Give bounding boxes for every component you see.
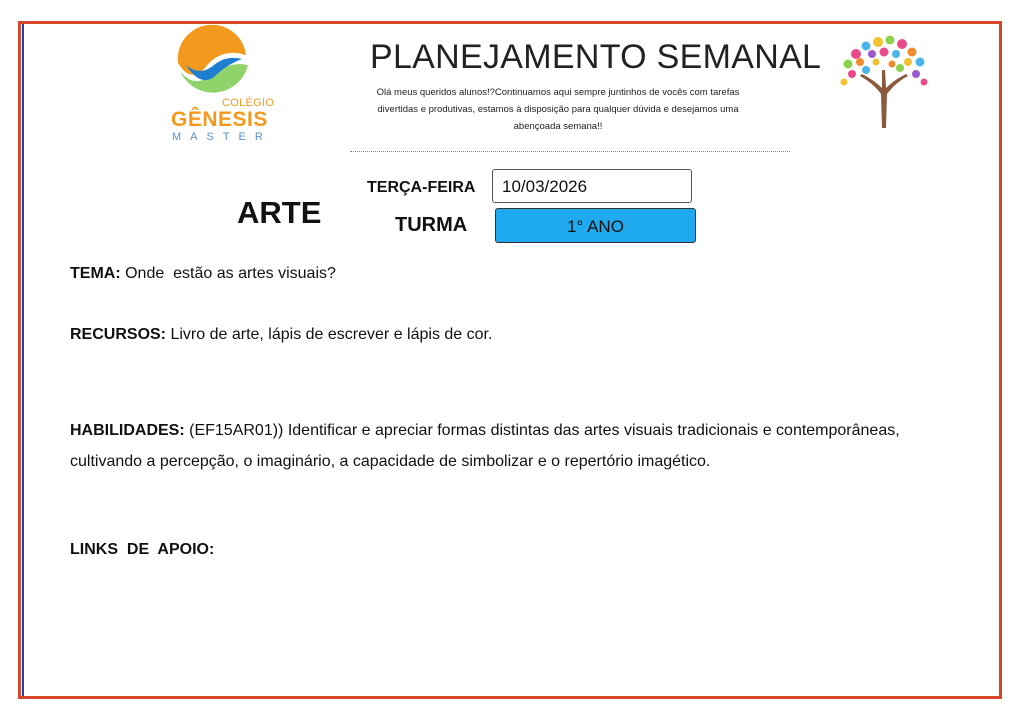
- day-label: TERÇA-FEIRA: [367, 179, 476, 196]
- logo-text-master: MASTER: [172, 131, 272, 143]
- colorful-tree-icon: [836, 32, 932, 132]
- recursos-label: RECURSOS:: [70, 326, 167, 343]
- subject-title: ARTE: [237, 195, 322, 230]
- links-row: [70, 541, 214, 559]
- left-margin-line: [22, 24, 24, 696]
- tema-value: Onde estão as artes visuais?: [125, 265, 336, 282]
- links-label: LINKS DE APOIO:: [70, 541, 215, 558]
- logo-text-colegio: COLÉGIO: [222, 97, 275, 109]
- page-title: PLANEJAMENTO SEMANAL: [370, 38, 822, 76]
- recursos-value: Livro de arte, lápis de escrever e lápis de cor.: [170, 326, 493, 343]
- dotted-divider: [350, 151, 790, 152]
- date-field: 10/03/2026: [492, 169, 692, 203]
- greeting-text: Olá meus queridos alunos!?Continuamos aqui sempre juntinhos de vocês com tarefas divertidas e produtivas, estamos à disposição para qualquer dúvida e desejamos uma abençoada semana!!: [376, 87, 740, 132]
- turma-label: TURMA: [395, 214, 468, 236]
- tema-row: [70, 265, 336, 283]
- habilidades-block: [70, 415, 950, 477]
- class-badge: 1° ANO: [495, 208, 696, 243]
- logo-text-genesis: GÊNESIS: [171, 108, 268, 131]
- recursos-row: [70, 326, 492, 344]
- habilidades-label: HABILIDADES:: [70, 422, 185, 439]
- habilidades-value: (EF15AR01)) Identificar e apreciar formas distintas das artes visuais tradicionais e contemporâneas, cultivando a percepção, o imaginário, a capacidade de simbolizar e o repertório imagético.: [70, 422, 900, 470]
- tema-label: TEMA:: [70, 265, 121, 282]
